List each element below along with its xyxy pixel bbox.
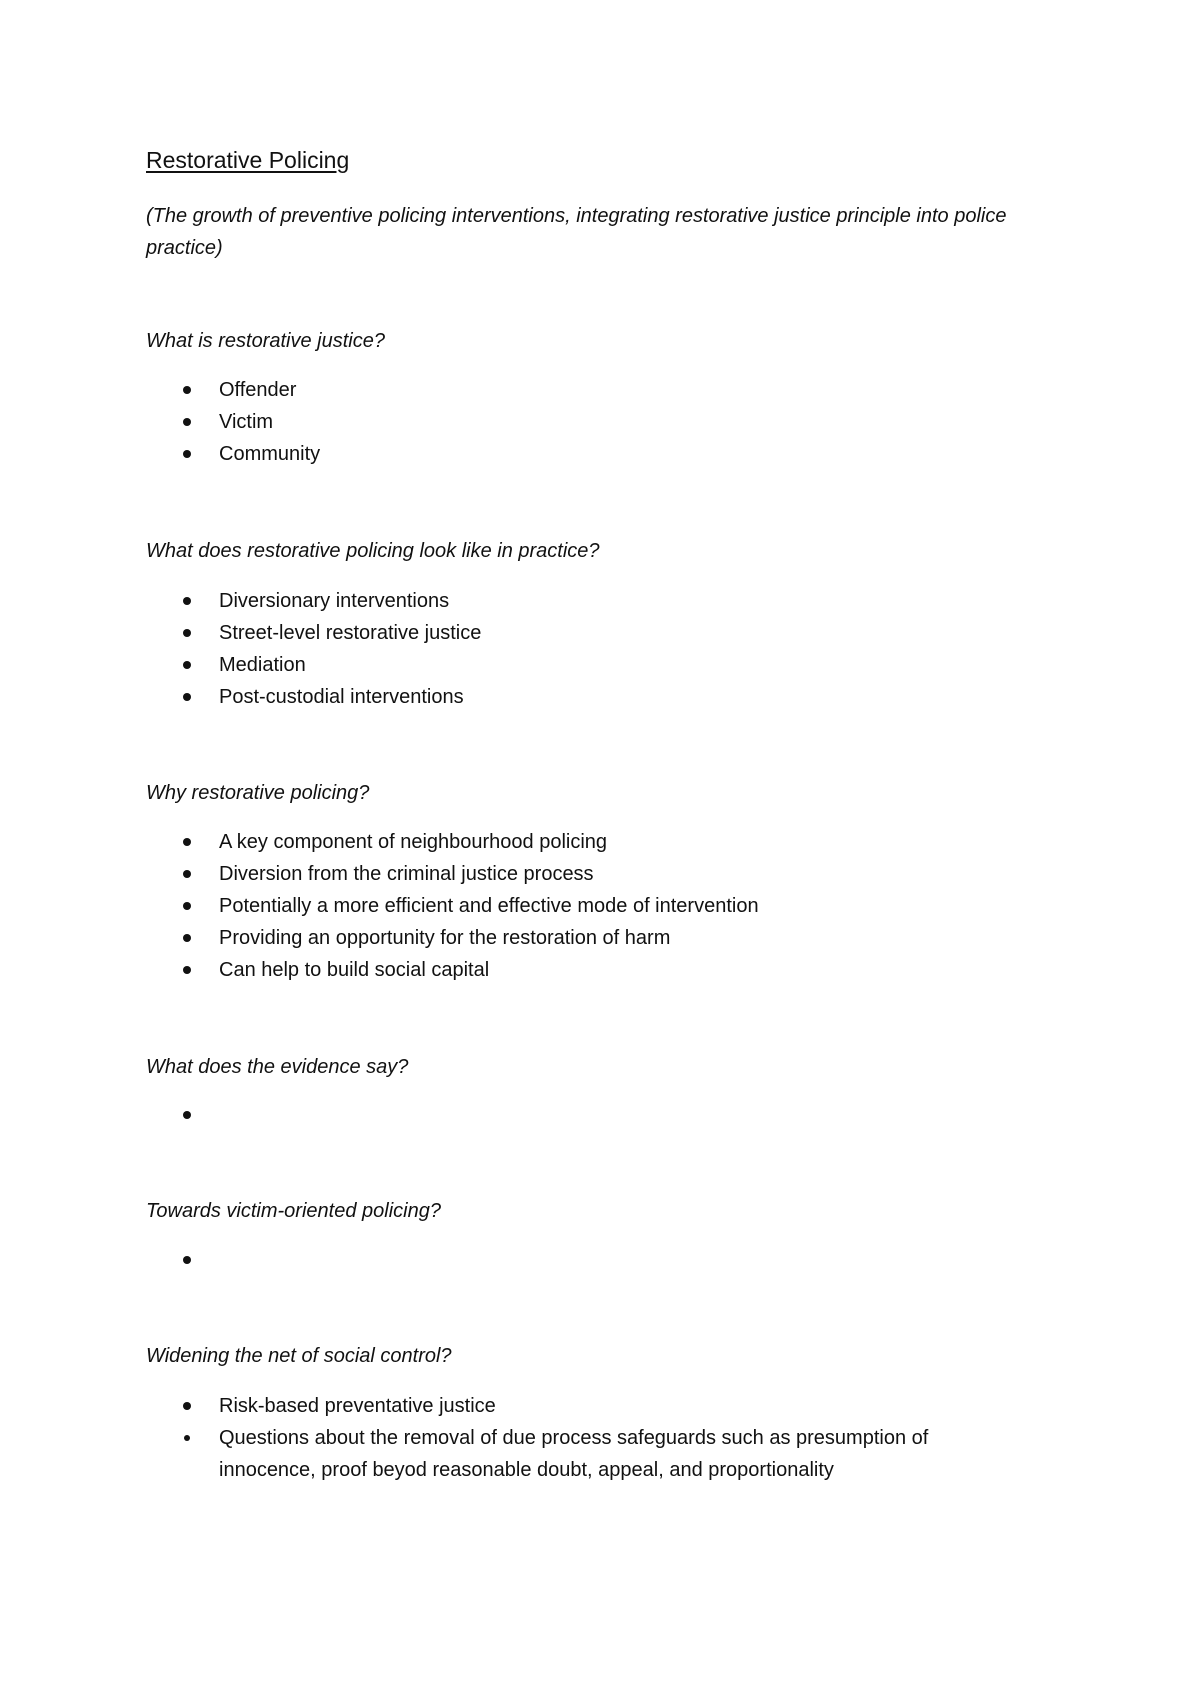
document-subtitle: (The growth of preventive policing interventions, integrating restorative justice principle into police practice) bbox=[146, 205, 1007, 259]
list-item bbox=[0, 858, 1019, 890]
list-item bbox=[0, 617, 1019, 649]
list-item bbox=[0, 649, 1019, 681]
list-item bbox=[0, 374, 1019, 406]
list-item-text: Providing an opportunity for the restoration of harm bbox=[219, 927, 671, 949]
list-item-text: A key component of neighbourhood policing bbox=[219, 831, 608, 853]
bullet-icon bbox=[183, 386, 191, 394]
list-item-text: Street-level restorative justice bbox=[219, 622, 482, 644]
bullet-icon bbox=[183, 902, 191, 910]
bullet-icon bbox=[183, 629, 191, 637]
list-item bbox=[0, 1099, 1019, 1131]
list-item-text: Can help to build social capital bbox=[219, 959, 490, 981]
bullet-icon bbox=[183, 934, 191, 942]
list-item bbox=[0, 890, 1019, 922]
list-item bbox=[0, 826, 1019, 858]
list-item bbox=[0, 954, 1019, 986]
list-item-text: Victim bbox=[219, 411, 274, 433]
bullet-list-social-control bbox=[0, 1390, 1019, 1486]
bullet-list-victim-oriented bbox=[0, 1244, 1019, 1276]
list-item bbox=[0, 585, 1019, 617]
bullet-icon bbox=[183, 838, 191, 846]
section-heading-social-control: Widening the net of social control? bbox=[146, 1345, 452, 1367]
list-item-text: Post-custodial interventions bbox=[219, 686, 464, 708]
bullet-icon bbox=[183, 597, 191, 605]
list-item bbox=[0, 406, 1019, 438]
list-item bbox=[0, 438, 1019, 470]
list-item bbox=[0, 1244, 1019, 1276]
list-item-text: Community bbox=[219, 443, 321, 465]
bullet-icon bbox=[183, 661, 191, 669]
bullet-icon bbox=[183, 870, 191, 878]
bullet-icon bbox=[183, 966, 191, 974]
section-heading-what-is-restorative-justice: What is restorative justice? bbox=[146, 330, 385, 352]
list-item-text: Diversionary interventions bbox=[219, 590, 450, 612]
bullet-icon bbox=[183, 418, 191, 426]
section-heading-victim-oriented: Towards victim-oriented policing? bbox=[146, 1200, 441, 1222]
list-item-text: Potentially a more efficient and effective mode of intervention bbox=[219, 895, 759, 917]
list-item-text: Questions about the removal of due process safeguards such as presumption of innocence, proof beyod reasonable doubt, appeal, and proportionality bbox=[219, 1427, 929, 1481]
list-item bbox=[0, 1422, 1019, 1486]
list-item bbox=[0, 681, 1019, 713]
bullet-icon bbox=[183, 693, 191, 701]
bullet-icon bbox=[183, 1402, 191, 1410]
list-item-text: Mediation bbox=[219, 654, 306, 676]
section-heading-why: Why restorative policing? bbox=[146, 782, 370, 804]
section-heading-practice: What does restorative policing look like in practice? bbox=[146, 540, 600, 562]
bullet-list-practice bbox=[0, 585, 1019, 713]
list-item-text: Offender bbox=[219, 379, 297, 401]
bullet-icon bbox=[183, 1256, 191, 1264]
document-title: Restorative Policing bbox=[146, 147, 350, 173]
list-item bbox=[0, 1390, 1019, 1422]
bullet-list-restorative-justice bbox=[0, 374, 1019, 470]
list-item bbox=[0, 922, 1019, 954]
bullet-icon bbox=[183, 450, 191, 458]
bullet-list-evidence bbox=[0, 1099, 1019, 1131]
list-item-text: Risk-based preventative justice bbox=[219, 1395, 496, 1417]
section-heading-evidence: What does the evidence say? bbox=[146, 1056, 409, 1078]
bullet-icon bbox=[183, 1111, 191, 1119]
bullet-icon bbox=[184, 1435, 190, 1441]
list-item-text: Diversion from the criminal justice process bbox=[219, 863, 594, 885]
bullet-list-why bbox=[0, 826, 1019, 986]
